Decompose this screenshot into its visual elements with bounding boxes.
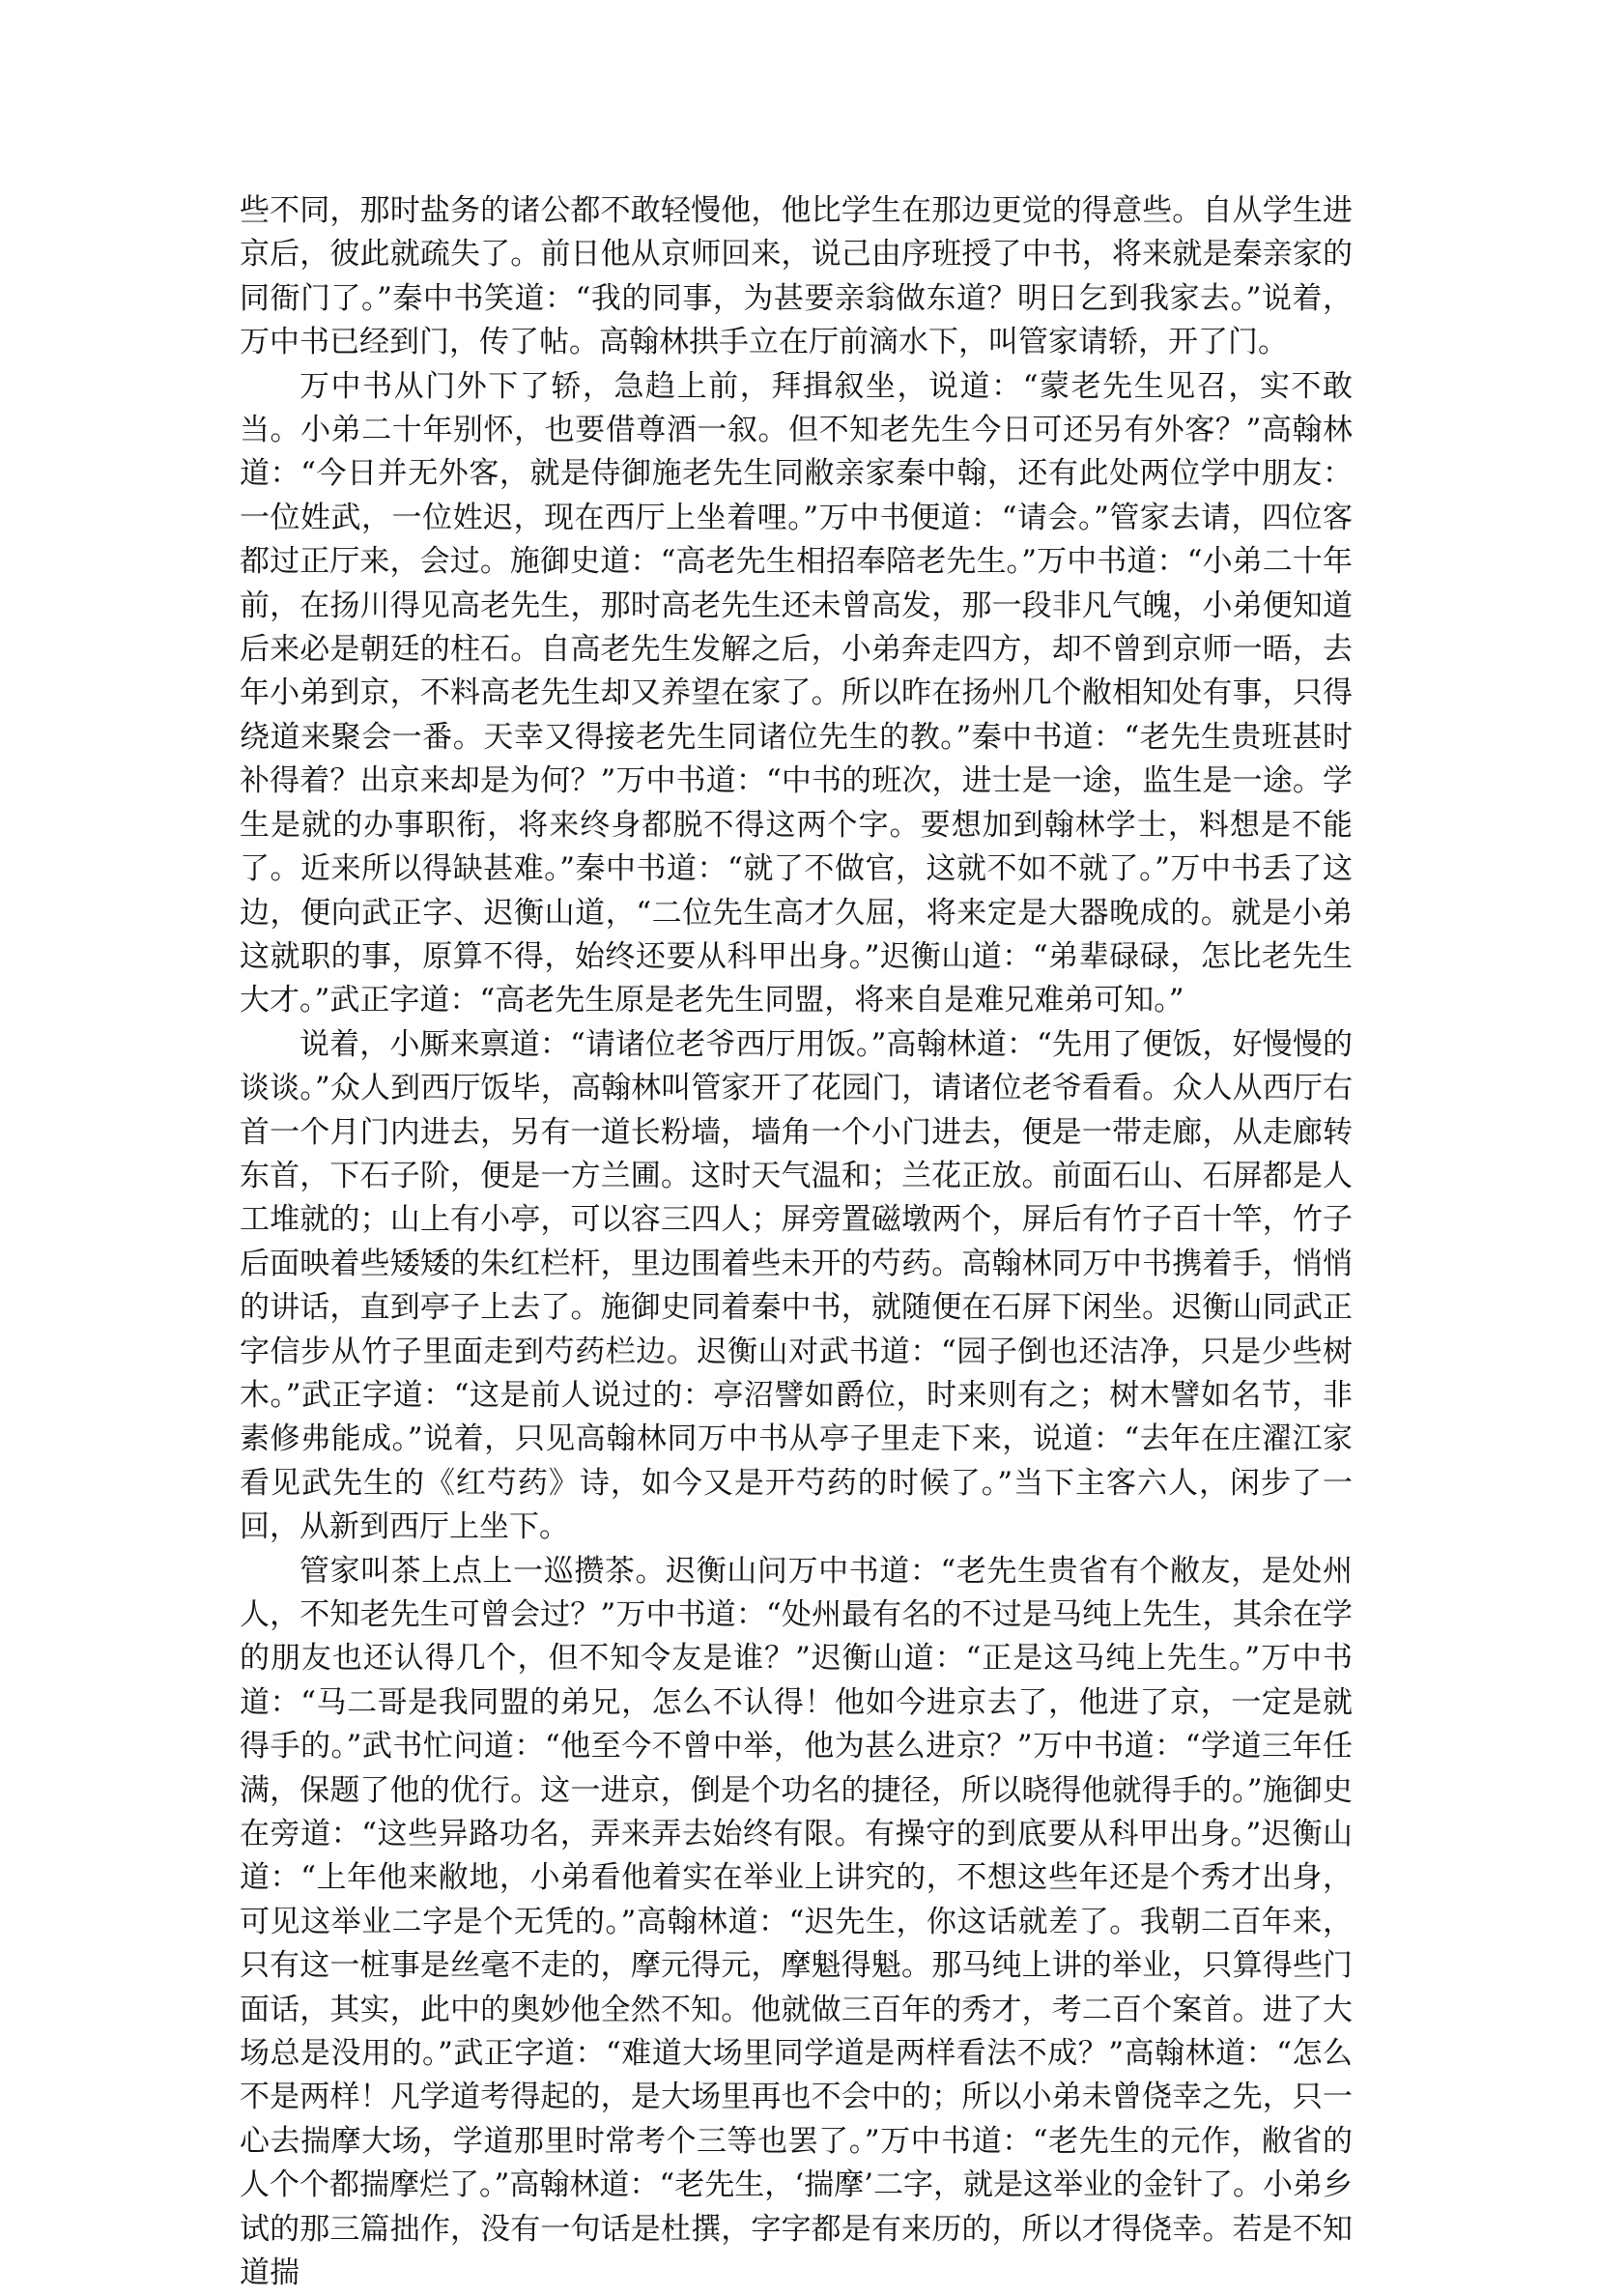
paragraph-tea-conversation: 管家叫茶上点上一巡攒茶。迟衡山问万中书道：“老先生贵省有个敝友，是处州人，不知老先生可曾会过？”万中书道：“处州最有名的不过是马纯上先生，其余在学的朋友也还认得几个，但不知令友是谁？”迟衡山道：“正是这马纯上先生。”万中书道：“马二哥是我同盟的弟兄，怎么不认得！他如今进京去了，他进了京，一定是就得手的。”武书忙问道：“他至今不曾中举，他为甚么进京？”万中书道：“学道三年任满，保题了他的优行。这一进京，倒是个功名的捷径，所以晓得他就得手的。”施御史在旁道：“这些异路功名，弄来弄去始终有限。有操守的到底要从科甲出身。”迟衡山道：“上年他来敝地，小弟看他着实在举业上讲究的，不想这些年还是个秀才出身，可见这举业二字是个无凭的。”高翰林道：“迟先生，你这话就差了。我朝二百年来，只有这一桩事是丝毫不走的，摩元得元，摩魁得魁。那马纯上讲的举业，只算得些门面话，其实，此中的奥妙他全然不知。他就做三百年的秀才，考二百个案首。进了大场总是没用的。”武正字道：“难道大场里同学道是两样看法不成？”高翰林道：“怎么不是两样！凡学道考得起的，是大场里再也不会中的；所以小弟未曾侥幸之先，只一心去揣摩大场，学道那里时常考个三等也罢了。”万中书道：“老先生的元作，敝省的人个个都揣摩烂了。”高翰林道：“老先生，‘揣摩’二字，就是这举业的金针了。小弟乡试的那三篇拙作，没有一句话是杜撰，字字都是有来历的，所以才得侥幸。若是不知道揣 xyxy=(240,1553,1353,2291)
paragraph-wan-arrives: 万中书从门外下了轿，急趋上前，拜揖叙坐，说道：“蒙老先生见召，实不敢当。小弟二十年别怀，也要借尊酒一叙。但不知老先生今日可还另有外客？”高翰林道：“今日并无外客，就是侍御施老先生同敝亲家秦中翰，还有此处两位学中朋友：一位姓武，一位姓迟，现在西厅上坐着哩。”万中书便道：“请会。”管家去请，四位客都过正厅来，会过。施御史道：“高老先生相招奉陪老先生。”万中书道：“小弟二十年前，在扬川得见高老先生，那时高老先生还未曾高发，那一段非凡气魄，小弟便知道后来必是朝廷的柱石。自高老先生发解之后，小弟奔走四方，却不曾到京师一晤，去年小弟到京，不料高老先生却又养望在家了。所以昨在扬州几个敝相知处有事，只得绕道来聚会一番。天幸又得接老先生同诸位先生的教。”秦中书道：“老先生贵班甚时补得着？出京来却是为何？”万中书道：“中书的班次，进士是一途，监生是一途。学生是就的办事职衔，将来终身都脱不得这两个字。要想加到翰林学士，料想是不能了。近来所以得缺甚难。”秦中书道：“就了不做官，这就不如不就了。”万中书丢了这边，便向武正字、迟衡山道，“二位先生高才久屈，将来定是大器晚成的。就是小弟这就职的事，原算不得，始终还要从科甲出身。”迟衡山道：“弟辈碌碌，怎比老先生大才。”武正字道：“高老先生原是老先生同盟，将来自是难兄难弟可知。” xyxy=(240,368,1353,1019)
document-page xyxy=(240,189,1353,2296)
paragraph-continuation: 些不同，那时盐务的诸公都不敢轻慢他，他比学生在那边更觉的得意些。自从学生进京后，彼此就疏失了。前日他从京师回来，说己由序班授了中书，将来就是秦亲家的同衙门了。”秦中书笑道：“我的同事，为甚要亲翁做东道？明日乞到我家去。”说着，万中书已经到门，传了帖。高翰林拱手立在厅前滴水下，叫管家请轿，开了门。 xyxy=(240,193,1353,360)
paragraph-garden-walk: 说着，小厮来禀道：“请诸位老爷西厅用饭。”高翰林道：“先用了便饭，好慢慢的谈谈。”众人到西厅饭毕，高翰林叫管家开了花园门，请诸位老爷看看。众人从西厅右首一个月门内进去，另有一道长粉墙，墙角一个小门进去，便是一带走廊，从走廊转东首，下石子阶，便是一方兰圃。这时天气温和；兰花正放。前面石山、石屏都是人工堆就的；山上有小亭，可以容三四人；屏旁置磁墩两个，屏后有竹子百十竿，竹子后面映着些矮矮的朱红栏杆，里边围着些未开的芍药。高翰林同万中书携着手，悄悄的讲话，直到亭子上去了。施御史同着秦中书，就随便在石屏下闲坐。迟衡山同武正字信步从竹子里面走到芍药栏边。迟衡山对武书道：“园子倒也还洁净，只是少些树木。”武正字道：“这是前人说过的：亭沼譬如爵位，时来则有之；树木譬如名节，非素修弗能成。”说着，只见高翰林同万中书从亭子里走下来，说道：“去年在庄濯江家看见武先生的《红芍药》诗，如今又是开芍药的时候了。”当下主客六人，闲步了一回，从新到西厅上坐下。 xyxy=(240,1026,1353,1545)
